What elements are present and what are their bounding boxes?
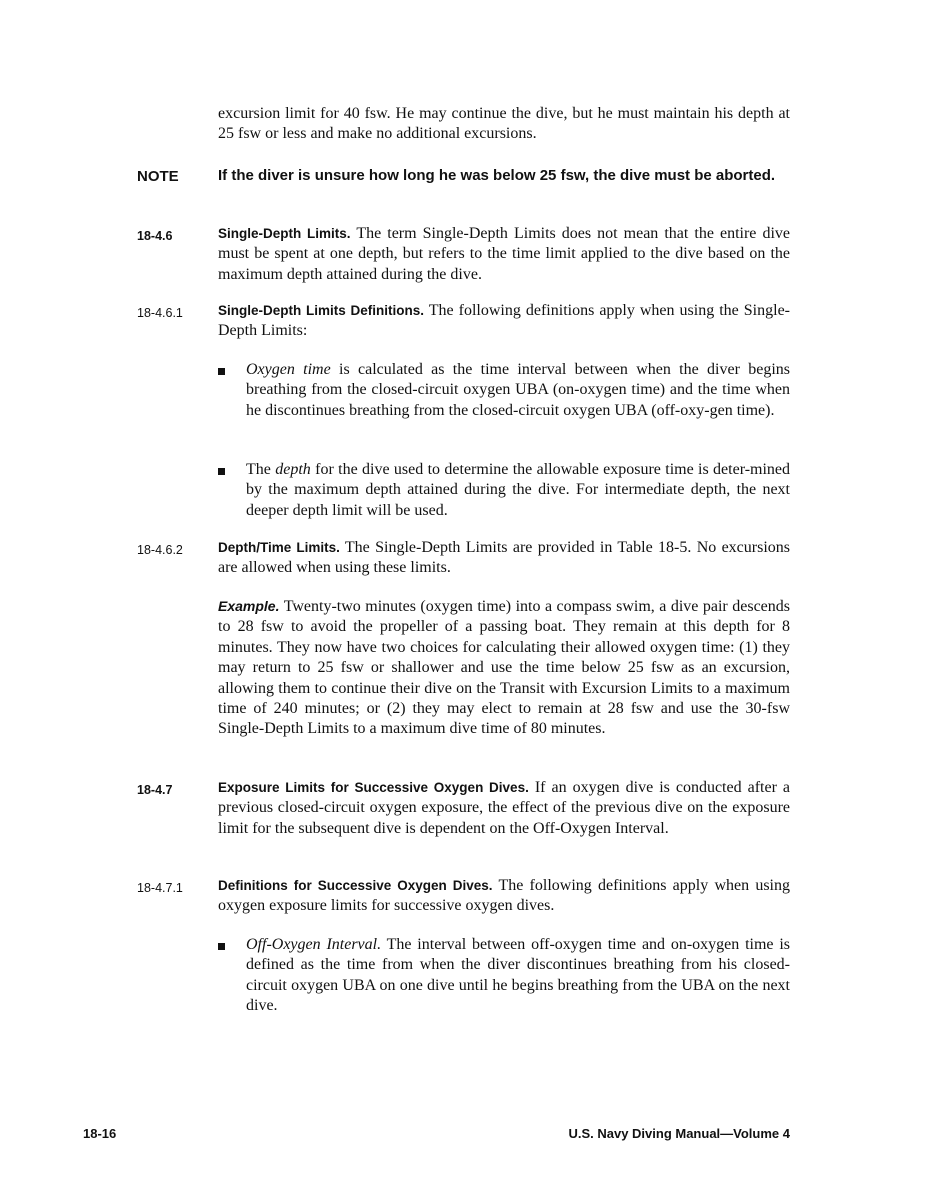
bullet-term: depth [275,461,311,478]
section-18-4-6-1 [218,301,790,342]
section-18-4-6 [218,224,790,285]
section-number-18-4-6: 18-4.6 [137,229,173,243]
section-number-18-4-6-1: 18-4.6.1 [137,306,183,320]
section-body: The Single-Depth Limits are provided in Table 18-5. No excursions are allowed when using these limits. [218,539,791,577]
section-18-4-6-2 [218,538,790,579]
bullet-term: Oxygen time [246,361,331,378]
bullet-depth [246,460,790,521]
note-text: If the diver is unsure how long he was below 25 fsw, the dive must be aborted. [218,167,776,184]
section-heading: Single-Depth Limits. [218,226,351,241]
bullet-off-oxygen-interval [246,935,790,1017]
intro-paragraph: excursion limit for 40 fsw. He may continue the dive, but he must maintain his depth at 25 fsw or less and make no additional excursions. [218,105,790,143]
section-number-18-4-6-2: 18-4.6.2 [137,543,183,557]
section-heading: Definitions for Successive Oxygen Dives. [218,878,493,893]
example-text: Twenty-two minutes (oxygen time) into a compass swim, a dive pair descends to 28 fsw to avoid the propeller of a passing boat. They remain at this depth for 8 minutes. They now have two choices for calculating their allowed oxygen time: (1) they may return to 25 fsw or shallower and use the time below 25 fsw as an excursion, allowing them to continue their dive on the Transit with Excursion Limits to a maximum time of 240 minutes; or (2) they may elect to remain at 28 fsw and use the 30-fsw Single-Depth Limits to a maximum dive time of 80 minutes. [218,598,790,738]
section-body: If an oxygen dive is conducted after a previous closed-circuit oxygen exposure, the effect of the previous dive on the exposure limit for the subsequent dive is dependent on the Off-Oxygen Interval. [218,779,790,837]
bullet-oxygen-time [246,360,790,421]
note-label: NOTE [137,168,179,185]
bullet-pre: The [246,461,271,478]
bullet-text: The interval between off-oxygen time and on-oxygen time is defined as the time from when the diver discontinues breathing from his closed-circuit oxygen UBA on one dive until he begins breathing from the UBA on the next dive. [246,936,791,1015]
section-body: The following definitions apply when using the Single-Depth Limits: [218,302,791,340]
section-number-18-4-7-1: 18-4.7.1 [137,881,183,895]
section-heading: Exposure Limits for Successive Oxygen Dives. [218,780,529,795]
bullet-marker [218,935,230,955]
bullet-marker [218,460,230,480]
example-label: Example. [218,598,280,614]
section-18-4-7-1 [218,876,790,917]
page-number: 18-16 [83,1126,117,1141]
section-18-4-7 [218,778,790,839]
bullet-marker [218,360,230,380]
bullet-term: Off-Oxygen Interval. [246,936,382,953]
section-heading: Depth/Time Limits. [218,540,340,555]
section-heading: Single-Depth Limits Definitions. [218,303,425,318]
bullet-text: is calculated as the time interval between when the diver begins breathing from the closed-circuit oxygen UBA (on-oxygen time) and the time when he discontinues breathing from the closed-circuit oxygen UBA (off-oxy-gen time). [246,361,790,419]
section-body: The following definitions apply when using oxygen exposure limits for successive oxygen dives. [218,877,790,915]
bullet-text: for the dive used to determine the allowable exposure time is deter-mined by the maximum depth attained during the dive. For intermediate depth, the next deeper depth limit will be used. [246,461,791,519]
example-paragraph [218,596,790,740]
manual-title: U.S. Navy Diving Manual—Volume 4 [568,1126,790,1141]
section-body: The term Single-Depth Limits does not mean that the entire dive must be spent at one depth, but refers to the time limit applied to the dive based on the maximum depth attained during the dive. [218,225,790,283]
section-number-18-4-7: 18-4.7 [137,783,173,797]
